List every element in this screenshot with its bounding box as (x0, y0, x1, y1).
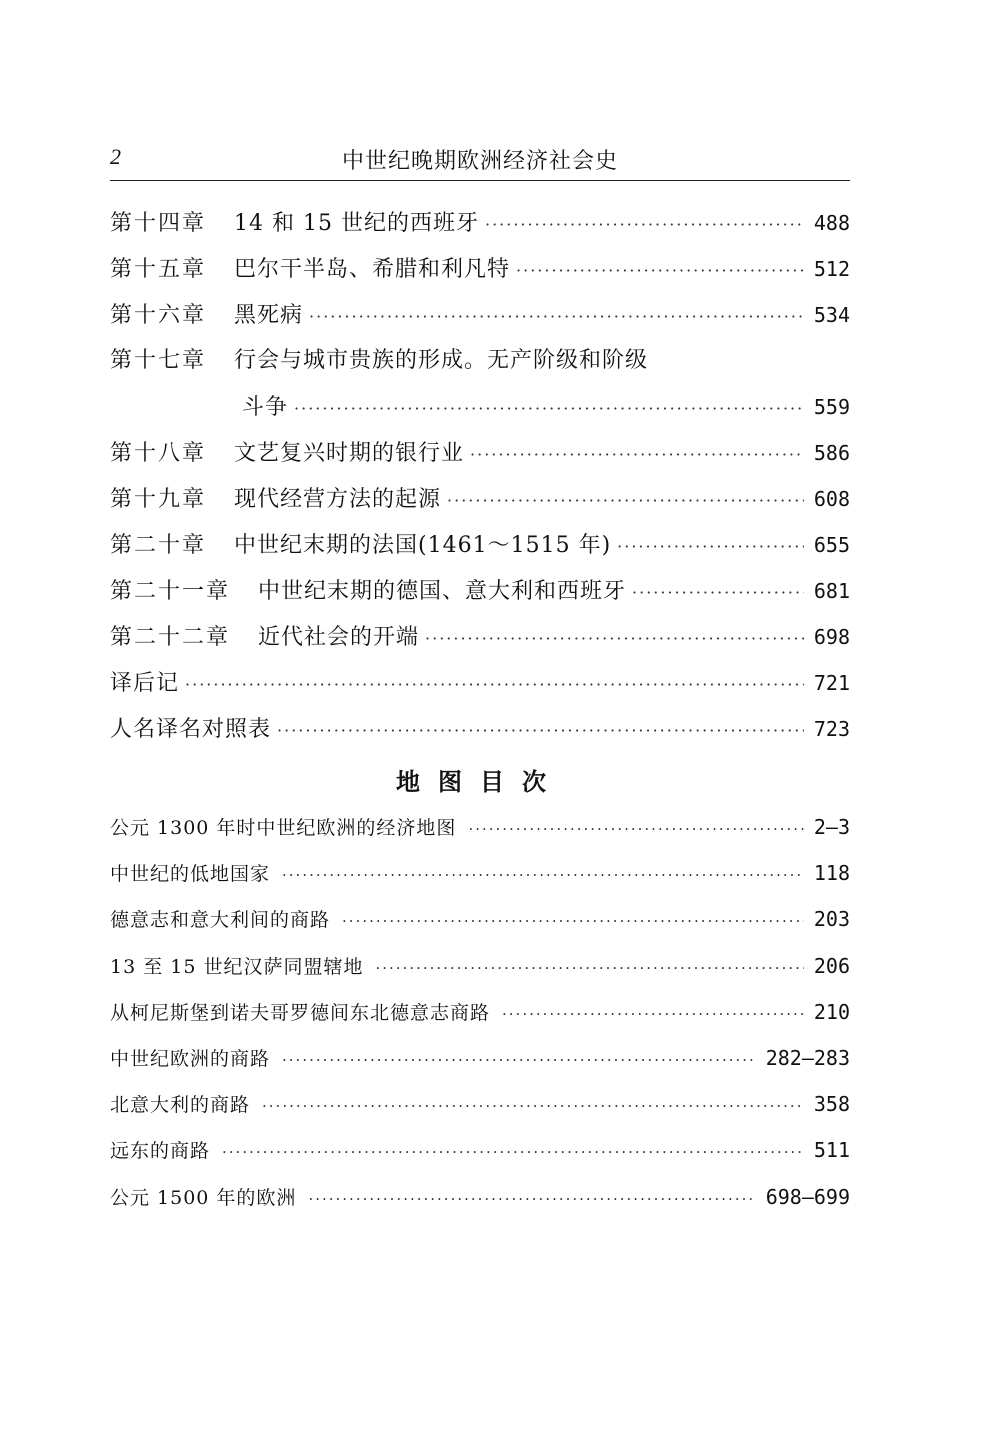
chapter-label: 第二十一章 (110, 579, 231, 604)
map-title: 从柯尼斯堡到诺夫哥罗德间东北德意志商路 (110, 1001, 491, 1024)
toc-row (110, 522, 850, 568)
page-ref: 698 (813, 625, 850, 649)
table-of-contents (110, 200, 850, 752)
page-ref: 203 (813, 907, 850, 932)
page-ref: 723 (813, 717, 850, 741)
page-ref: 206 (813, 953, 850, 978)
page-ref: 358 (813, 1092, 850, 1117)
page-ref: 655 (813, 533, 850, 557)
map-title: 德意志和意大利间的商路 (110, 909, 331, 932)
dot-leader (516, 248, 804, 294)
page-ref: 118 (813, 861, 850, 886)
chapter-title: 黑死病 (234, 303, 304, 328)
map-row (110, 850, 850, 896)
dot-leader (309, 294, 804, 340)
map-row (110, 896, 850, 942)
appendix-title: 译后记 (110, 671, 180, 696)
map-row (110, 943, 850, 989)
dot-leader (468, 806, 803, 852)
page-ref: 559 (813, 395, 850, 419)
page-ref: 210 (813, 999, 850, 1024)
toc-row (110, 292, 850, 338)
map-title: 远东的商路 (110, 1140, 211, 1163)
dot-leader (617, 524, 804, 570)
map-title: 公元 1300 年时中世纪欧洲的经济地图 (110, 817, 457, 839)
page-ref: 488 (813, 211, 850, 235)
chapter-title-continued: 斗争 (242, 395, 289, 420)
toc-row (110, 568, 850, 614)
chapter-title: 近代社会的开端 (258, 625, 420, 650)
page-ref: 586 (813, 441, 850, 465)
running-header (110, 140, 850, 181)
toc-row (110, 476, 850, 522)
page-ref: 721 (813, 671, 850, 695)
chapter-title: 中世纪末期的法国(1461～1515 年) (234, 533, 612, 558)
toc-row (110, 246, 850, 292)
dot-leader (470, 432, 804, 478)
map-row (110, 989, 850, 1035)
maps-list (110, 804, 850, 1220)
dot-leader (632, 570, 804, 616)
toc-row (110, 430, 850, 476)
chapter-title: 文艺复兴时期的银行业 (234, 441, 465, 466)
chapter-label: 第十五章 (110, 257, 207, 282)
map-title: 13 至 15 世纪汉萨同盟辖地 (110, 955, 364, 978)
chapter-label: 第十四章 (110, 211, 207, 236)
dot-leader (262, 1083, 804, 1129)
running-title: 中世纪晚期欧洲经济社会史 (341, 149, 618, 174)
page-ref: 511 (813, 1138, 850, 1163)
dot-leader (425, 616, 804, 662)
map-row (110, 1035, 850, 1081)
dot-leader (282, 1037, 756, 1083)
page-ref: 698—699 (765, 1184, 850, 1209)
chapter-label: 第二十章 (110, 533, 207, 558)
map-row (110, 1081, 850, 1127)
page-ref: 534 (813, 303, 850, 327)
map-title: 公元 1500 年的欧洲 (110, 1186, 297, 1209)
chapter-title: 巴尔干半岛、希腊和利凡特 (234, 257, 511, 282)
dot-leader (308, 1176, 755, 1222)
toc-row-continuation (110, 384, 850, 430)
map-row (110, 1174, 850, 1220)
chapter-label: 第十八章 (110, 441, 207, 466)
page-ref: 512 (813, 257, 850, 281)
dot-leader (447, 478, 804, 524)
chapter-label: 第二十二章 (110, 625, 231, 650)
map-row (110, 804, 850, 850)
toc-row (110, 200, 850, 246)
dot-leader (375, 945, 803, 991)
chapter-title: 现代经营方法的起源 (234, 487, 442, 512)
dot-leader (485, 202, 804, 248)
toc-row (110, 614, 850, 660)
dot-leader (185, 662, 804, 708)
chapter-title: 行会与城市贵族的形成。无产阶级和阶级 (234, 348, 649, 373)
chapter-title: 14 和 15 世纪的西班牙 (234, 211, 479, 236)
chapter-title: 中世纪末期的德国、意大利和西班牙 (258, 579, 627, 604)
dot-leader (502, 991, 804, 1037)
dot-leader (282, 852, 804, 898)
toc-row (110, 660, 850, 706)
dot-leader (342, 898, 804, 944)
map-title: 北意大利的商路 (110, 1094, 251, 1117)
chapter-label: 第十六章 (110, 303, 207, 328)
map-row (110, 1127, 850, 1173)
page-ref: 282—283 (765, 1045, 850, 1070)
dot-leader (277, 708, 804, 754)
map-title: 中世纪欧洲的商路 (110, 1047, 271, 1070)
page-ref: 2—3 (813, 815, 850, 839)
toc-row (110, 338, 850, 384)
chapter-label: 第十七章 (110, 348, 207, 373)
map-title: 中世纪的低地国家 (110, 863, 271, 886)
dot-leader (294, 386, 804, 432)
page-ref: 681 (813, 579, 850, 603)
toc-row (110, 706, 850, 752)
page-number: 2 (110, 144, 121, 169)
dot-leader (222, 1129, 804, 1175)
page-ref: 608 (813, 487, 850, 511)
appendix-title: 人名译名对照表 (110, 717, 272, 742)
chapter-label: 第十九章 (110, 487, 207, 512)
maps-section-title: 地图目次 (396, 768, 564, 796)
